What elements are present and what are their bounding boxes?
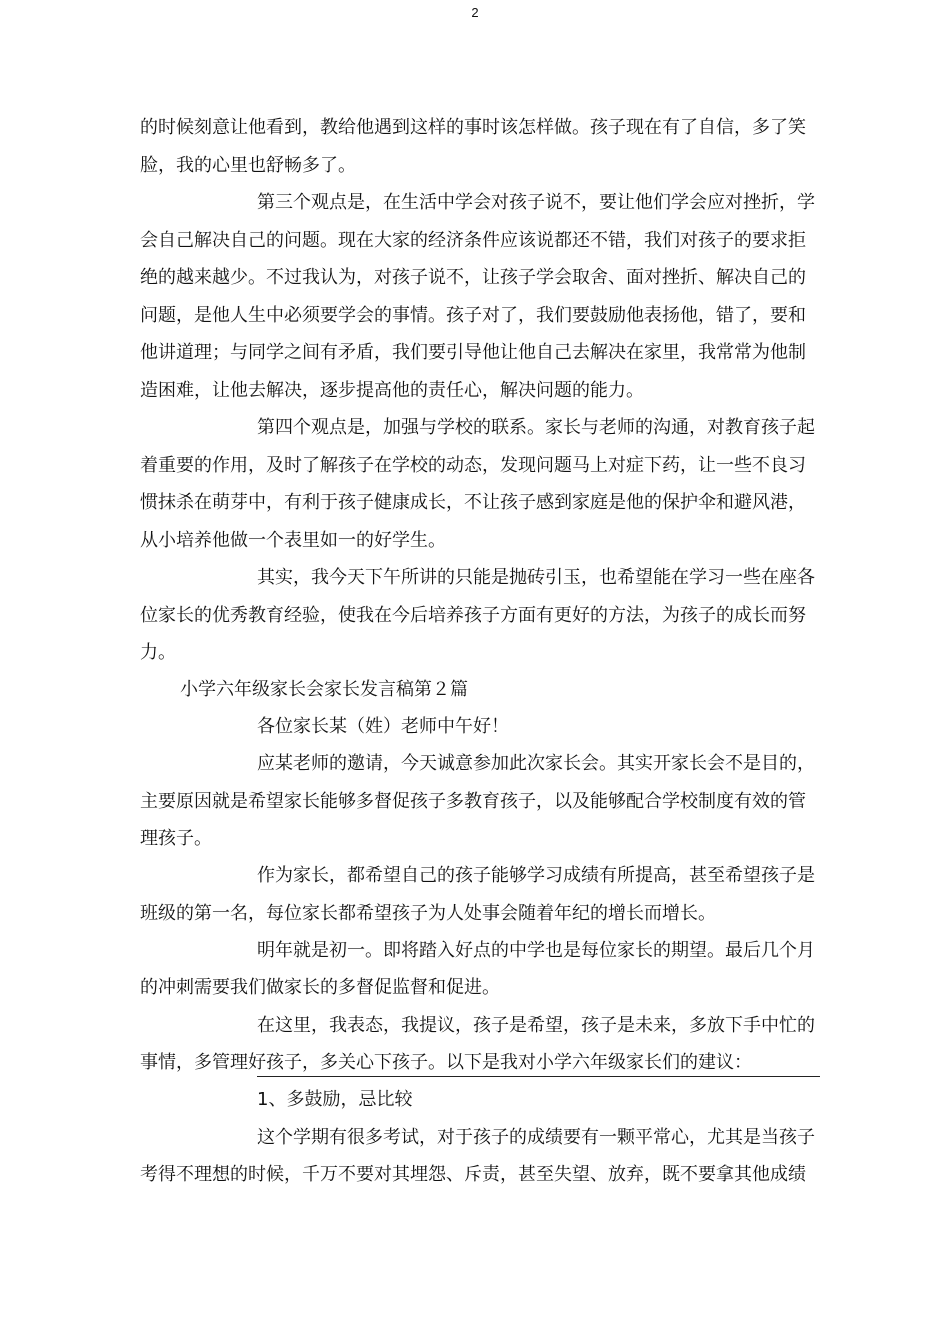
text-line: 会自己解决自己的问题。现在大家的经济条件应该说都还不错，我们对孩子的要求拒: [140, 230, 806, 251]
text-line: 他讲道理；与同学之间有矛盾，我们要引导他让他自己去解决在家里，我常常为他制: [140, 342, 806, 363]
text-line: 位家长的优秀教育经验，使我在今后培养孩子方面有更好的方法，为孩子的成长而努: [140, 605, 806, 626]
list-item-heading: 1、多鼓励，忌比较: [257, 1089, 413, 1110]
paragraph-first-line: 明年就是初一。即将踏入好点的中学也是每位家长的期望。最后几个月: [257, 940, 815, 961]
text-line: 主要原因就是希望家长能够多督促孩子多教育孩子，以及能够配合学校制度有效的管: [140, 791, 806, 812]
greeting-line: 各位家长某（姓）老师中午好！: [257, 716, 509, 737]
section-heading: 小学六年级家长会家长发言稿第２篇: [180, 679, 468, 700]
paragraph-first-line: 第三个观点是，在生活中学会对孩子说不，要让他们学会应对挫折，学: [257, 192, 815, 213]
paragraph-first-line: 其实，我今天下午所讲的只能是抛砖引玉，也希望能在学习一些在座各: [257, 567, 815, 588]
text-line: 惯抹杀在萌芽中，有利于孩子健康成长，不让孩子感到家庭是他的保护伞和避风港，: [140, 492, 806, 513]
text-line: 的冲刺需要我们做家长的多督促监督和促进。: [140, 977, 500, 998]
paragraph-first-line: 在这里，我表态，我提议，孩子是希望，孩子是未来，多放下手中忙的: [257, 1015, 815, 1036]
paragraph-first-line: 作为家长，都希望自己的孩子能够学习成绩有所提高，甚至希望孩子是: [257, 865, 815, 886]
text-line: 脸，我的心里也舒畅多了。: [140, 155, 356, 176]
text-line: 事情，多管理好孩子，多关心下孩子。以下是我对小学六年级家长们的建议：: [140, 1052, 752, 1073]
text-line: 班级的第一名，每位家长都希望孩子为人处事会随着年纪的增长而增长。: [140, 903, 716, 924]
text-line: 绝的越来越少。不过我认为，对孩子说不，让孩子学会取舍、面对挫折、解决自己的: [140, 267, 806, 288]
page-number: 2: [471, 5, 479, 20]
horizontal-rule: [257, 1076, 820, 1077]
paragraph-first-line: 第四个观点是，加强与学校的联系。家长与老师的沟通，对教育孩子起: [257, 417, 815, 438]
paragraph-first-line: 应某老师的邀请，今天诚意参加此次家长会。其实开家长会不是目的，: [257, 753, 815, 774]
paragraph-first-line: 这个学期有很多考试，对于孩子的成绩要有一颗平常心，尤其是当孩子: [257, 1127, 815, 1148]
text-line: 从小培养他做一个表里如一的好学生。: [140, 530, 446, 551]
text-line: 考得不理想的时候，千万不要对其埋怨、斥责，甚至失望、放弃，既不要拿其他成绩: [140, 1164, 806, 1185]
text-line: 的时候刻意让他看到，教给他遇到这样的事时该怎样做。孩子现在有了自信，多了笑: [140, 117, 806, 138]
text-line: 问题，是他人生中必须要学会的事情。孩子对了，我们要鼓励他表扬他，错了，要和: [140, 305, 806, 326]
text-line: 理孩子。: [140, 828, 212, 849]
text-line: 着重要的作用，及时了解孩子在学校的动态，发现问题马上对症下药，让一些不良习: [140, 455, 806, 476]
text-line: 造困难，让他去解决，逐步提高他的责任心，解决问题的能力。: [140, 380, 644, 401]
text-line: 力。: [140, 642, 176, 663]
